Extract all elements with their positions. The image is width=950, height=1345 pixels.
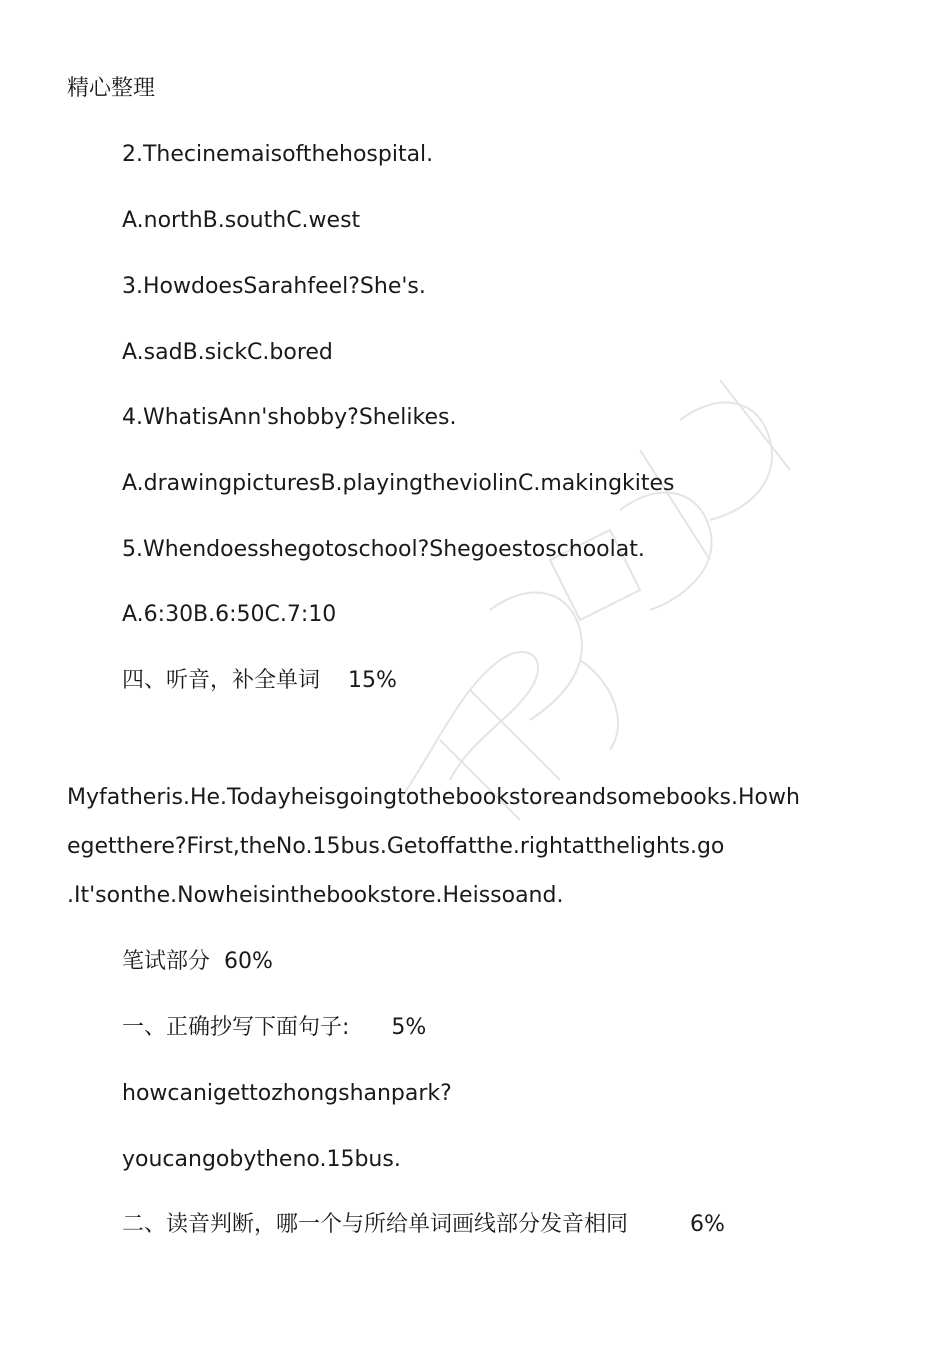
passage-line-1: Myfatheris.He.Todayheisgoingtothebookstoreandsomebooks.Howh — [67, 785, 800, 810]
question-4: 4.WhatisAnn'shobby?Shelikes. — [122, 405, 457, 430]
question-3-options: A.sadB.sickC.bored — [122, 340, 333, 365]
written-part-title: 笔试部分 — [122, 949, 211, 974]
question-2: 2.Thecinemaisofthehospital. — [122, 142, 434, 167]
question-5: 5.Whendoesshegotoschool?Shegoestoschoolat. — [122, 537, 645, 562]
copy-sentence-2: youcangobytheno.15bus. — [122, 1147, 401, 1172]
question-5-options: A.6:30B.6:50C.7:10 — [122, 602, 337, 627]
passage-line-2: egetthere?First,theNo.15bus.Getoffatthe.rightatthelights.go — [67, 834, 725, 859]
copy-sentence-1: howcanigettozhongshanpark? — [122, 1081, 452, 1106]
written-section-2-title: 二、读音判断，哪一个与所给单词画线部分发音相同 — [122, 1212, 629, 1237]
written-section-2-score: 6% — [690, 1212, 725, 1237]
page-header: 精心整理 — [67, 76, 156, 101]
section-4-heading — [122, 666, 397, 696]
question-2-options: A.northB.southC.west — [122, 208, 361, 233]
written-section-1-heading — [122, 1013, 426, 1043]
section-4-title: 四、听音，补全单词 — [122, 668, 321, 693]
question-4-options: A.drawingpicturesB.playingtheviolinC.makingkites — [122, 471, 675, 496]
written-section-1-score: 5% — [391, 1015, 427, 1040]
written-part-heading — [122, 947, 273, 977]
section-4-score: 15% — [348, 668, 397, 693]
written-section-1-title: 一、正确抄写下面句子: — [122, 1015, 350, 1040]
passage-line-3: .It'sonthe.Nowheisinthebookstore.Heissoand. — [67, 883, 564, 908]
written-section-2-heading — [122, 1210, 725, 1240]
written-part-score: 60% — [224, 949, 273, 974]
question-3: 3.HowdoesSarahfeel?She's. — [122, 274, 426, 299]
